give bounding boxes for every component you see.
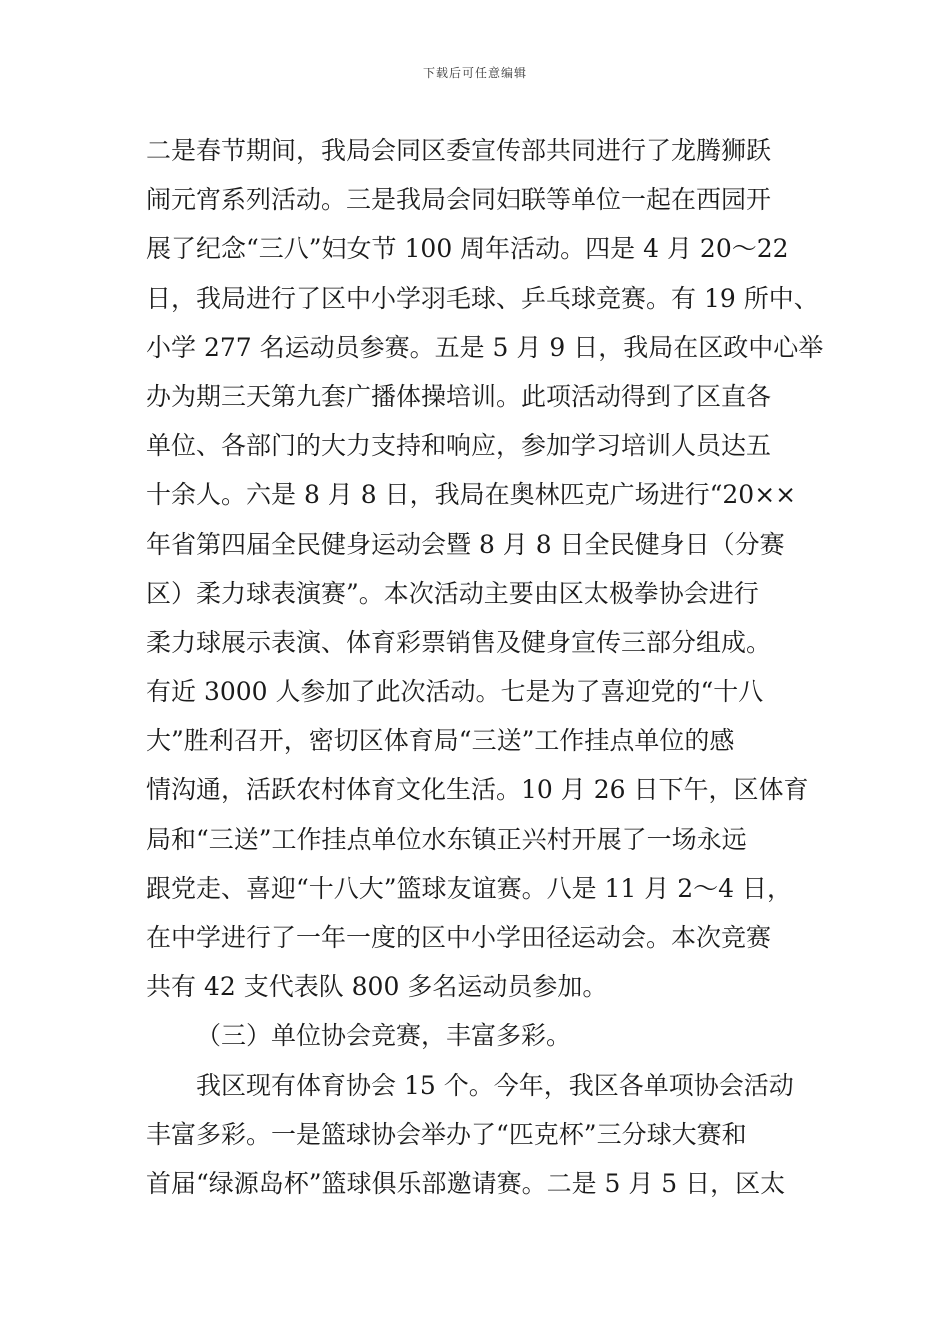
text-line: 大”胜利召开，密切区体育局“三送”工作挂点单位的感 (146, 726, 735, 756)
text-line: 局和“三送”工作挂点单位水东镇正兴村开展了一场永远 (146, 824, 747, 854)
text-line: 有近 3000 人参加了此次活动。七是为了喜迎党的“十八 (146, 677, 764, 707)
paragraph-first-line: 我区现有体育协会 15 个。今年，我区各单项协会活动 (196, 1070, 794, 1100)
text-line: 在中学进行了一年一度的区中小学田径运动会。本次竞赛 (146, 923, 772, 952)
text-line: 区）柔力球表演赛”。本次活动主要由区太极拳协会进行 (146, 578, 759, 608)
text-line: 小学 277 名运动员参赛。五是 5 月 9 日，我局在区政中心举 (146, 332, 824, 362)
text-line: 柔力球展示表演、体育彩票销售及健身宣传三部分组成。 (146, 627, 772, 657)
document-body (146, 126, 824, 1208)
text-line: 二是春节期间，我局会同区委宣传部共同进行了龙腾狮跃 (146, 136, 772, 165)
section-heading: （三）单位协会竞赛，丰富多彩。 (196, 1021, 572, 1051)
page-header: 下载后可任意编辑 (422, 66, 527, 80)
text-line: 共有 42 支代表队 800 多名运动员参加。 (146, 972, 608, 1002)
text-line: 办为期三天第九套广播体操培训。此项活动得到了区直各 (146, 381, 772, 411)
text-line: 展了纪念“三八”妇女节 100 周年活动。四是 4 月 20～22 (146, 234, 789, 264)
text-line: 闹元宵系列活动。三是我局会同妇联等单位一起在西园开 (146, 185, 772, 215)
text-line: 丰富多彩。一是篮球协会举办了“匹克杯”三分球大赛和 (146, 1119, 747, 1149)
text-line: 跟党走、喜迎“十八大”篮球友谊赛。八是 11 月 2～4 日， (146, 873, 792, 903)
text-line: 情沟通，活跃农村体育文化生活。10 月 26 日下午，区体育 (146, 775, 809, 805)
text-line: 单位、各部门的大力支持和响应，参加学习培训人员达五 (146, 431, 772, 461)
text-line: 十余人。六是 8 月 8 日，我局在奥林匹克广场进行“20×× (146, 480, 797, 510)
text-line: 日，我局进行了区中小学羽毛球、乒乓球竞赛。有 19 所中、 (146, 283, 819, 313)
text-line: 年省第四届全民健身运动会暨 8 月 8 日全民健身日（分赛 (146, 529, 785, 559)
text-line: 首届“绿源岛杯”篮球俱乐部邀请赛。二是 5 月 5 日，区太 (146, 1168, 786, 1198)
